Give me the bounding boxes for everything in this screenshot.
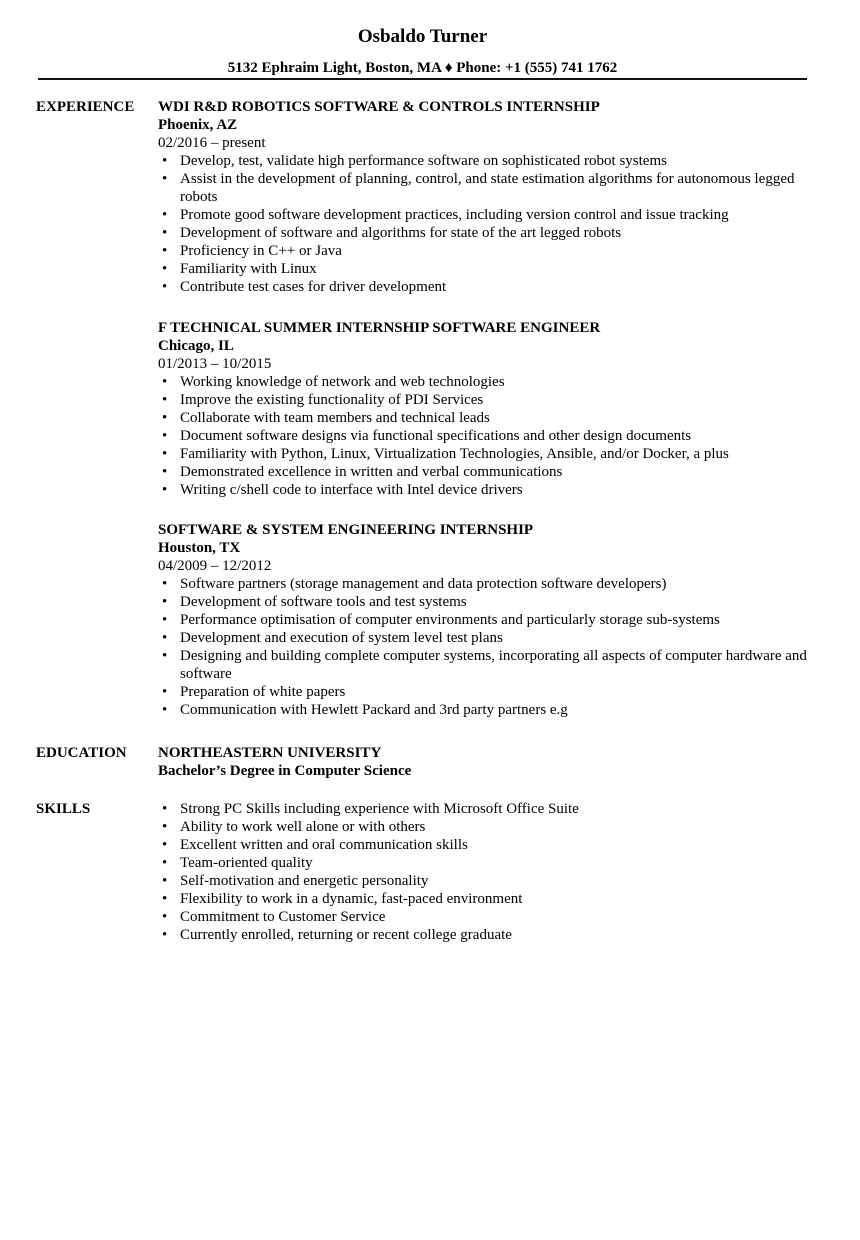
skills-entry [158,800,818,944]
experience-section-label: EXPERIENCE [36,99,135,115]
job-bullet: • Development of software tools and test systems [158,593,818,611]
job-bullet: • Assist in the development of planning, control, and state estimation algorithms for autonomous legged robots [158,170,818,206]
skills-section-label: SKILLS [36,801,91,817]
job-bullet: • Development and execution of system level test plans [158,629,818,647]
job-bullet: • Communication with Hewlett Packard and 3rd party partners e.g [158,701,818,719]
job-bullet: • Preparation of white papers [158,683,818,701]
job-title: SOFTWARE & SYSTEM ENGINEERING INTERNSHIP [158,522,534,538]
job-location: Chicago, IL [158,338,234,354]
job-title: F TECHNICAL SUMMER INTERNSHIP SOFTWARE ENGINEER [158,320,601,336]
job-bullet: • Performance optimisation of computer environments and particularly storage sub-systems [158,611,818,629]
contact-line: 5132 Ephraim Light, Boston, MA ♦ Phone: +1 (555) 741 1762 [227,60,618,76]
job-bullet: • Improve the existing functionality of PDI Services [158,391,818,409]
job-bullet-list [158,152,818,296]
job-bullet: • Proficiency in C++ or Java [158,242,818,260]
job-bullet: • Promote good software development practices, including version control and issue tracking [158,206,818,224]
header-divider [38,78,807,80]
skills-list [158,800,818,944]
job-bullet: • Document software designs via functional specifications and other design documents [158,427,818,445]
job-dates: 02/2016 – present [158,135,266,151]
job-bullet: • Writing c/shell code to interface with Intel device drivers [158,481,818,499]
job-dates: 01/2013 – 10/2015 [158,356,272,372]
job-bullet: • Demonstrated excellence in written and verbal communications [158,463,818,481]
skill-item: • Strong PC Skills including experience with Microsoft Office Suite [158,800,818,818]
education-entry [158,744,818,780]
skill-item: • Flexibility to work in a dynamic, fast-paced environment [158,890,818,908]
skill-item: • Self-motivation and energetic personality [158,872,818,890]
skill-item: • Currently enrolled, returning or recent college graduate [158,926,818,944]
candidate-name: Osbaldo Turner [357,26,488,47]
job-bullet: • Contribute test cases for driver development [158,278,818,296]
skill-item: • Team-oriented quality [158,854,818,872]
job-title: WDI R&D ROBOTICS SOFTWARE & CONTROLS INTERNSHIP [158,99,600,115]
job-dates: 04/2009 – 12/2012 [158,558,272,574]
education-section-label: EDUCATION [36,745,127,761]
skill-item: • Excellent written and oral communication skills [158,836,818,854]
school-name: NORTHEASTERN UNIVERSITY [158,745,382,761]
job-bullet: • Familiarity with Linux [158,260,818,278]
job-bullet: • Collaborate with team members and technical leads [158,409,818,427]
job-bullet: • Working knowledge of network and web technologies [158,373,818,391]
job-entry [158,319,818,499]
job-bullet-list [158,373,818,499]
job-entry [158,521,818,719]
skill-item: • Commitment to Customer Service [158,908,818,926]
job-bullet: • Designing and building complete computer systems, incorporating all aspects of computer hardware and software [158,647,818,683]
job-bullet-list [158,575,818,719]
degree: Bachelor’s Degree in Computer Science [158,763,412,779]
job-bullet: • Familiarity with Python, Linux, Virtualization Technologies, Ansible, and/or Docker, a plus [158,445,818,463]
job-bullet: • Develop, test, validate high performance software on sophisticated robot systems [158,152,818,170]
job-location: Phoenix, AZ [158,117,238,133]
job-bullet: • Development of software and algorithms for state of the art legged robots [158,224,818,242]
job-bullet: • Software partners (storage management and data protection software developers) [158,575,818,593]
job-location: Houston, TX [158,540,241,556]
skill-item: • Ability to work well alone or with others [158,818,818,836]
job-entry [158,98,818,296]
